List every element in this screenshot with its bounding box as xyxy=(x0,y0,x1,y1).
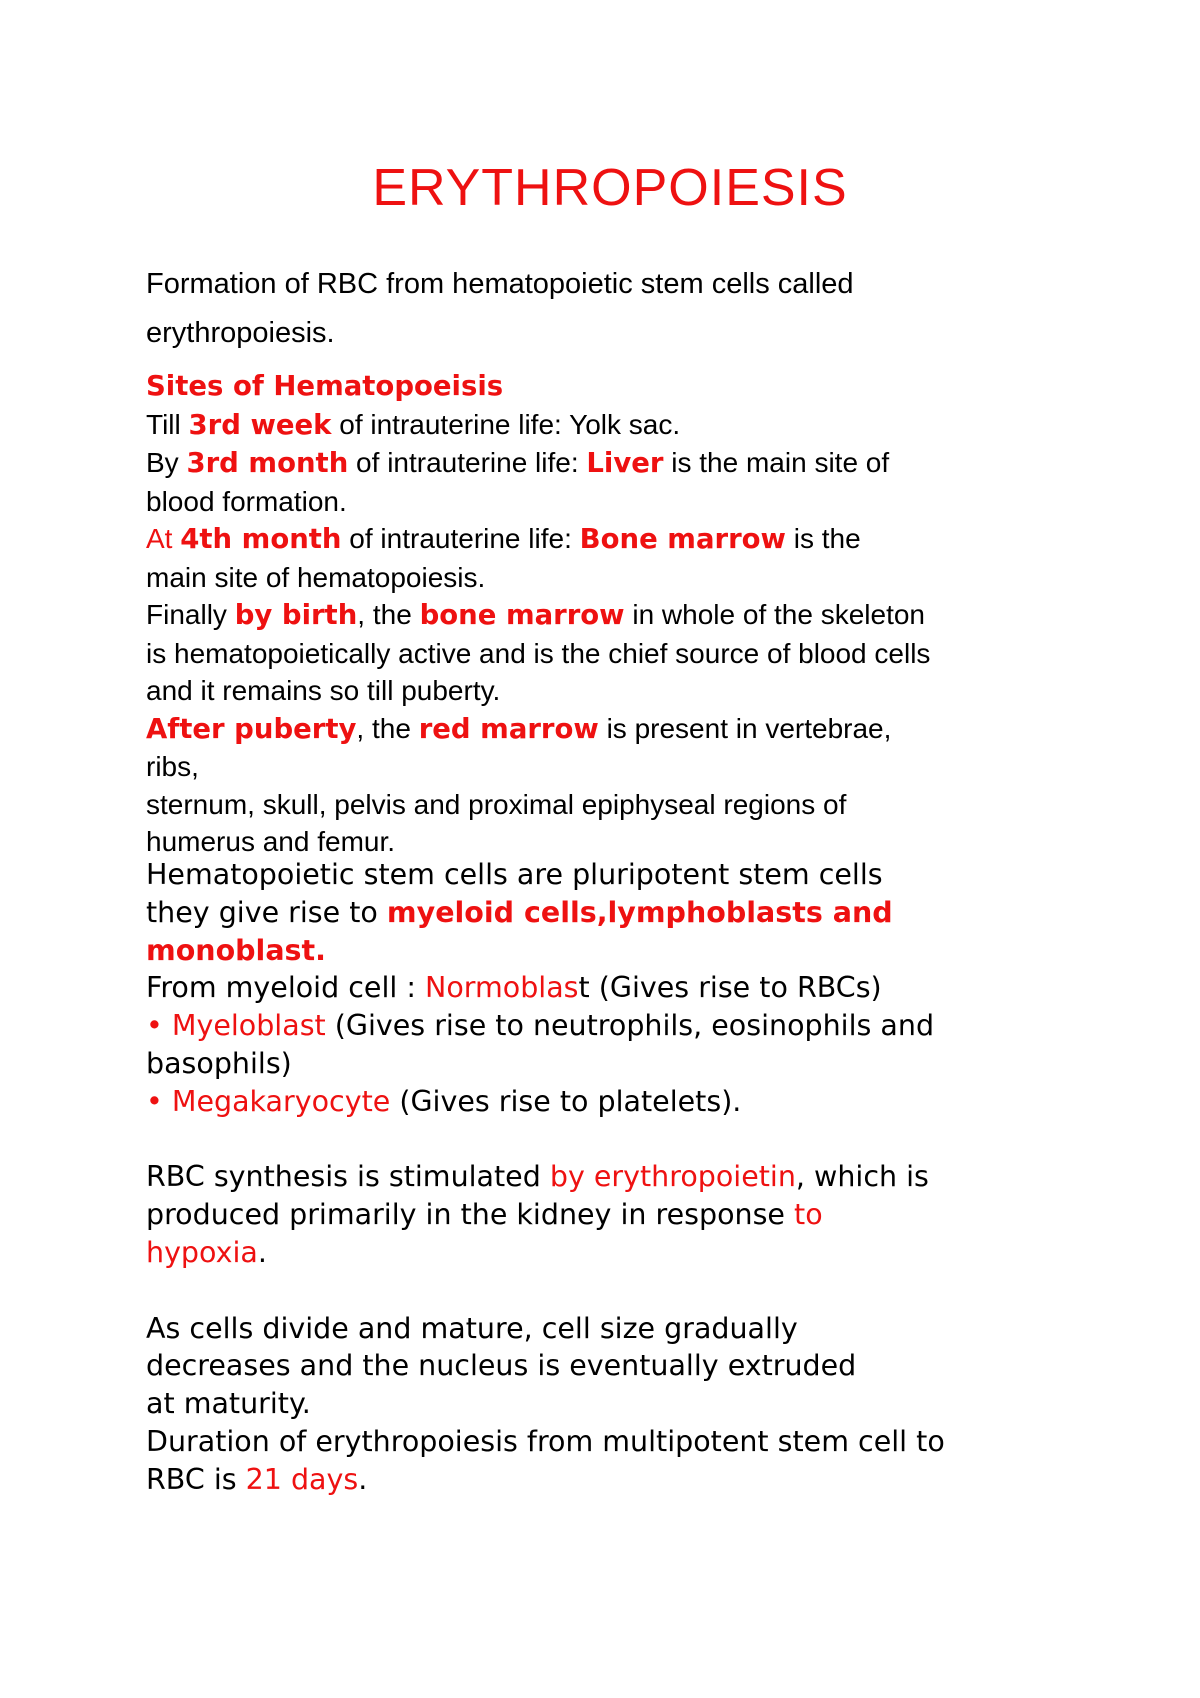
duration-line: Duration of erythropoiesis from multipotent stem cell to xyxy=(146,1424,945,1458)
text-run: (Gives rise to neutrophils, eosinophils and xyxy=(325,1009,935,1043)
text-run: of intrauterine life: Yolk sac. xyxy=(331,408,681,440)
text-run: , the xyxy=(356,712,419,744)
sites-heading: Sites of Hematopoeisis xyxy=(146,370,504,402)
text-run: they give rise to xyxy=(146,895,387,929)
text-run: of intrauterine life: xyxy=(341,523,580,554)
intro-line: Formation of RBC from hematopoietic stem cells called xyxy=(146,268,854,300)
intro-paragraph xyxy=(146,260,1106,358)
text-run: RBC is xyxy=(146,1462,246,1496)
stem-cells-line: Hematopoietic stem cells are pluripotent stem cells xyxy=(146,858,883,891)
site-birth xyxy=(146,596,1106,635)
maturation-line: As cells divide and mature, cell size gradually xyxy=(146,1311,798,1345)
keyword: 4th month xyxy=(180,523,342,555)
myeloid-line xyxy=(146,969,1106,1007)
site-puberty-cont: ribs, xyxy=(146,751,199,782)
rbc-synthesis-line xyxy=(146,1158,1106,1196)
site-birth-cont: is hematopoietically active and is the chief source of blood cells xyxy=(146,637,931,669)
keyword: 21 days xyxy=(245,1462,359,1496)
text-run: , the xyxy=(357,599,420,630)
text-run: , which is xyxy=(795,1160,929,1194)
text-run: in whole of the skeleton xyxy=(624,599,925,630)
myeloblast-bullet xyxy=(146,1007,1106,1045)
keyword: Liver xyxy=(586,447,664,479)
site-yolk-sac xyxy=(146,406,1106,445)
keyword: Normoblas xyxy=(425,971,579,1005)
document-title: ERYTHROPOIESIS xyxy=(372,159,848,217)
site-puberty-cont: sternum, skull, pelvis and proximal epiphyseal regions of xyxy=(146,788,847,820)
site-puberty xyxy=(146,710,1106,749)
keyword: • Myeloblast xyxy=(146,1009,326,1043)
keyword: red marrow xyxy=(418,712,599,745)
stem-cells-line: monoblast. xyxy=(146,933,326,967)
keyword: by erythropoietin xyxy=(549,1160,796,1194)
spacer xyxy=(146,1121,1106,1159)
myeloblast-bullet-cont: basophils) xyxy=(146,1046,292,1080)
keyword: After puberty xyxy=(146,712,357,745)
rbc-synthesis-line xyxy=(146,1196,1106,1234)
text-run: Till xyxy=(146,408,189,440)
intro-line: erythropoiesis. xyxy=(146,317,335,349)
text-run: RBC synthesis is stimulated xyxy=(146,1160,550,1194)
duration-line xyxy=(146,1461,1106,1499)
keyword: 3rd week xyxy=(188,408,332,441)
text-run: is the main site of xyxy=(663,447,890,478)
site-bone-marrow xyxy=(146,520,1106,559)
text-run: produced primarily in the kidney in response xyxy=(146,1198,795,1232)
text-run: At xyxy=(146,523,181,554)
cell-lineage-section xyxy=(146,856,1106,1499)
keyword: • Megakaryocyte xyxy=(146,1084,391,1118)
stem-cells-line xyxy=(146,894,1106,932)
text-run: t (Gives rise to RBCs) xyxy=(578,971,882,1005)
site-liver xyxy=(146,444,1106,483)
keyword: to xyxy=(794,1198,823,1232)
keyword: hypoxia xyxy=(146,1235,258,1269)
keyword: by birth xyxy=(234,599,358,631)
spacer xyxy=(146,1272,1106,1310)
keyword: bone marrow xyxy=(419,599,625,631)
text-run: . xyxy=(358,1462,368,1496)
site-bone-marrow-cont: main site of hematopoiesis. xyxy=(146,561,486,593)
text-run: By xyxy=(146,447,187,478)
keyword: 3rd month xyxy=(186,447,349,479)
maturation-line: decreases and the nucleus is eventually extruded xyxy=(146,1349,857,1383)
site-puberty-cont: humerus and femur. xyxy=(146,826,396,857)
sites-section xyxy=(146,368,1106,861)
keyword: Bone marrow xyxy=(579,523,786,555)
text-run: of intrauterine life: xyxy=(348,447,587,478)
keyword: myeloid cells,lymphoblasts and xyxy=(386,895,893,929)
megakaryocyte-bullet xyxy=(146,1083,1106,1121)
site-liver-cont: blood formation. xyxy=(146,485,347,517)
text-run: . xyxy=(257,1235,267,1269)
maturation-line: at maturity. xyxy=(146,1387,311,1421)
text-run: Finally xyxy=(146,599,235,630)
text-run: is the xyxy=(785,523,861,554)
text-run: (Gives rise to platelets). xyxy=(390,1084,742,1118)
text-run: is present in vertebrae, xyxy=(598,712,892,744)
site-birth-cont: and it remains so till puberty. xyxy=(146,675,501,706)
text-run: From myeloid cell : xyxy=(146,971,426,1005)
rbc-synthesis-line xyxy=(146,1234,1106,1272)
